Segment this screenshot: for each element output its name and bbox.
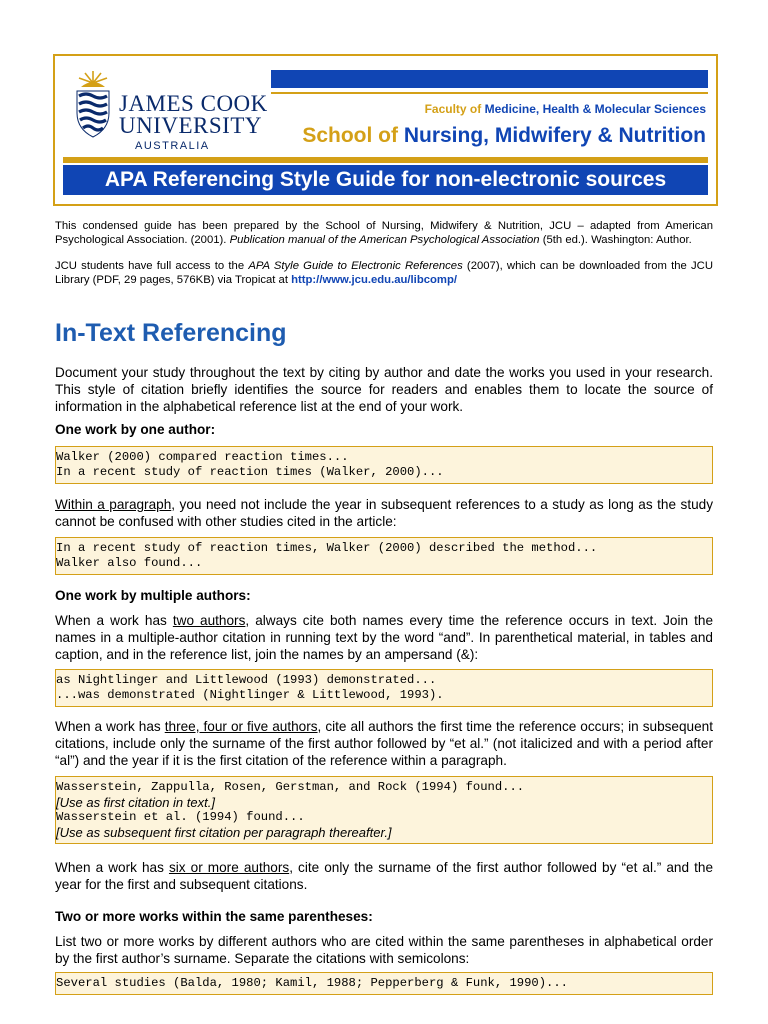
school-line — [302, 124, 706, 148]
six-authors-text-a: When a work has — [55, 860, 169, 875]
intro-p2-text-a: JCU students have full access to the — [55, 260, 249, 272]
heading-same-parentheses: Two or more works within the same parentheses: — [55, 909, 373, 924]
example-note: [Use as subsequent first citation per paragraph thereafter.] — [56, 825, 392, 840]
decorative-blue-bar — [271, 70, 708, 88]
three-authors-text-a: When a work has — [55, 719, 165, 734]
decorative-gold-rule — [271, 92, 708, 94]
list-works-paragraph: List two or more works by different authors who are cited within the same parentheses in alphabetical order by the first author’s surname. Separate the citations with semicolons: — [55, 934, 713, 966]
example-line: Walker (2000) compared reaction times... — [56, 450, 349, 464]
school-prefix: School of — [302, 124, 398, 147]
document-title: APA Referencing Style Guide for non-electronic sources — [63, 165, 708, 195]
intro-p1-text-b: (5th ed.). Washington: Author. — [539, 234, 692, 246]
example-line: Walker also found... — [56, 556, 203, 570]
example-line: Wasserstein et al. (1994) found... — [56, 810, 305, 824]
example-box-within-paragraph — [55, 537, 713, 575]
example-box-two-authors — [55, 669, 713, 707]
example-note: [Use as first citation in text.] — [56, 795, 215, 810]
example-line: ...was demonstrated (Nightlinger & Littlewood, 1993). — [56, 688, 444, 702]
example-box-same-parentheses — [55, 972, 713, 995]
university-name-line1: JAMES COOK — [119, 91, 268, 116]
school-name: Nursing, Midwifery & Nutrition — [403, 124, 706, 147]
section-heading: In-Text Referencing — [55, 319, 287, 347]
six-authors-text-b: , cite only the surname of the first author followed by “et al.” and the year for the first and subsequent citations. — [55, 860, 714, 892]
header-banner — [53, 54, 718, 206]
two-authors-underlined: two authors — [172, 613, 246, 628]
example-box-three-authors — [55, 776, 713, 844]
intro-p2-text-b: (2007), which can be downloaded from the JCU Library (PDF, 29 pages, 576KB) via Tropicat at — [55, 260, 713, 286]
within-paragraph-text — [55, 496, 713, 530]
three-authors-paragraph — [55, 718, 713, 769]
faculty-name: Medicine, Health & Molecular Sciences — [484, 102, 706, 116]
example-line: as Nightlinger and Littlewood (1993) demonstrated... — [56, 673, 437, 687]
six-authors-underlined: six or more authors — [168, 860, 290, 875]
example-line: In a recent study of reaction times (Walker, 2000)... — [56, 465, 444, 479]
two-authors-text-a: When a work has — [55, 613, 173, 628]
three-authors-text-b: , cite all authors the first time the reference occurs; in subsequent citations, include only the surname of the first author followed by “et al.” (not italicized and with a period after “al”) and the year if it is the first citation of the reference within a paragraph. — [55, 719, 714, 768]
libcomp-link[interactable]: http://www.jcu.edu.au/libcomp/ — [291, 274, 457, 286]
intro-paragraph-1 — [55, 219, 713, 247]
heading-multiple-authors: One work by multiple authors: — [55, 588, 251, 603]
three-authors-underlined: three, four or five authors — [164, 719, 318, 734]
decorative-gold-band — [63, 157, 708, 163]
jcu-logo — [71, 69, 268, 155]
two-authors-paragraph — [55, 612, 713, 663]
university-country: AUSTRALIA — [135, 140, 210, 152]
example-box-one-author — [55, 446, 713, 484]
university-name-line2: UNIVERSITY — [119, 113, 262, 138]
example-line: Several studies (Balda, 1980; Kamil, 1988; Pepperberg & Funk, 1990)... — [56, 976, 568, 990]
heading-one-author: One work by one author: — [55, 422, 216, 437]
example-line: In a recent study of reaction times, Walker (2000) described the method... — [56, 541, 598, 555]
intro-paragraph-2 — [55, 259, 713, 287]
jcu-crest-icon — [71, 69, 115, 139]
within-paragraph-underlined: Within a paragraph — [55, 497, 172, 512]
faculty-prefix: Faculty of — [424, 102, 482, 116]
intro-p1-text-a: This condensed guide has been prepared by the School of Nursing, Midwifery & Nutrition, JCU – adapted from American Psychological Association. (2001). — [55, 220, 713, 246]
two-authors-text-b: , always cite both names every time the reference occurs in text. Join the names in a multiple-author citation in running text by the word “and”. In parenthetical material, in tables and caption, and in the reference list, join the names by an ampersand (&): — [55, 613, 714, 662]
faculty-line — [425, 102, 706, 116]
example-line: Wasserstein, Zappulla, Rosen, Gerstman, and Rock (1994) found... — [56, 780, 525, 794]
intro-p1-italic: Publication manual of the American Psychological Association — [229, 234, 540, 246]
within-paragraph-rest: , you need not include the year in subsequent references to a study as long as the study cannot be confused with other studies cited in the article: — [55, 497, 714, 529]
six-authors-paragraph — [55, 859, 713, 893]
document-study-paragraph: Document your study throughout the text by citing by author and date the works you used in your research. This style of citation briefly identifies the source for readers and enables them to locate the source of information in the alphabetical reference list at the end of your work. — [55, 365, 713, 414]
intro-p2-italic: APA Style Guide to Electronic References — [248, 260, 463, 272]
